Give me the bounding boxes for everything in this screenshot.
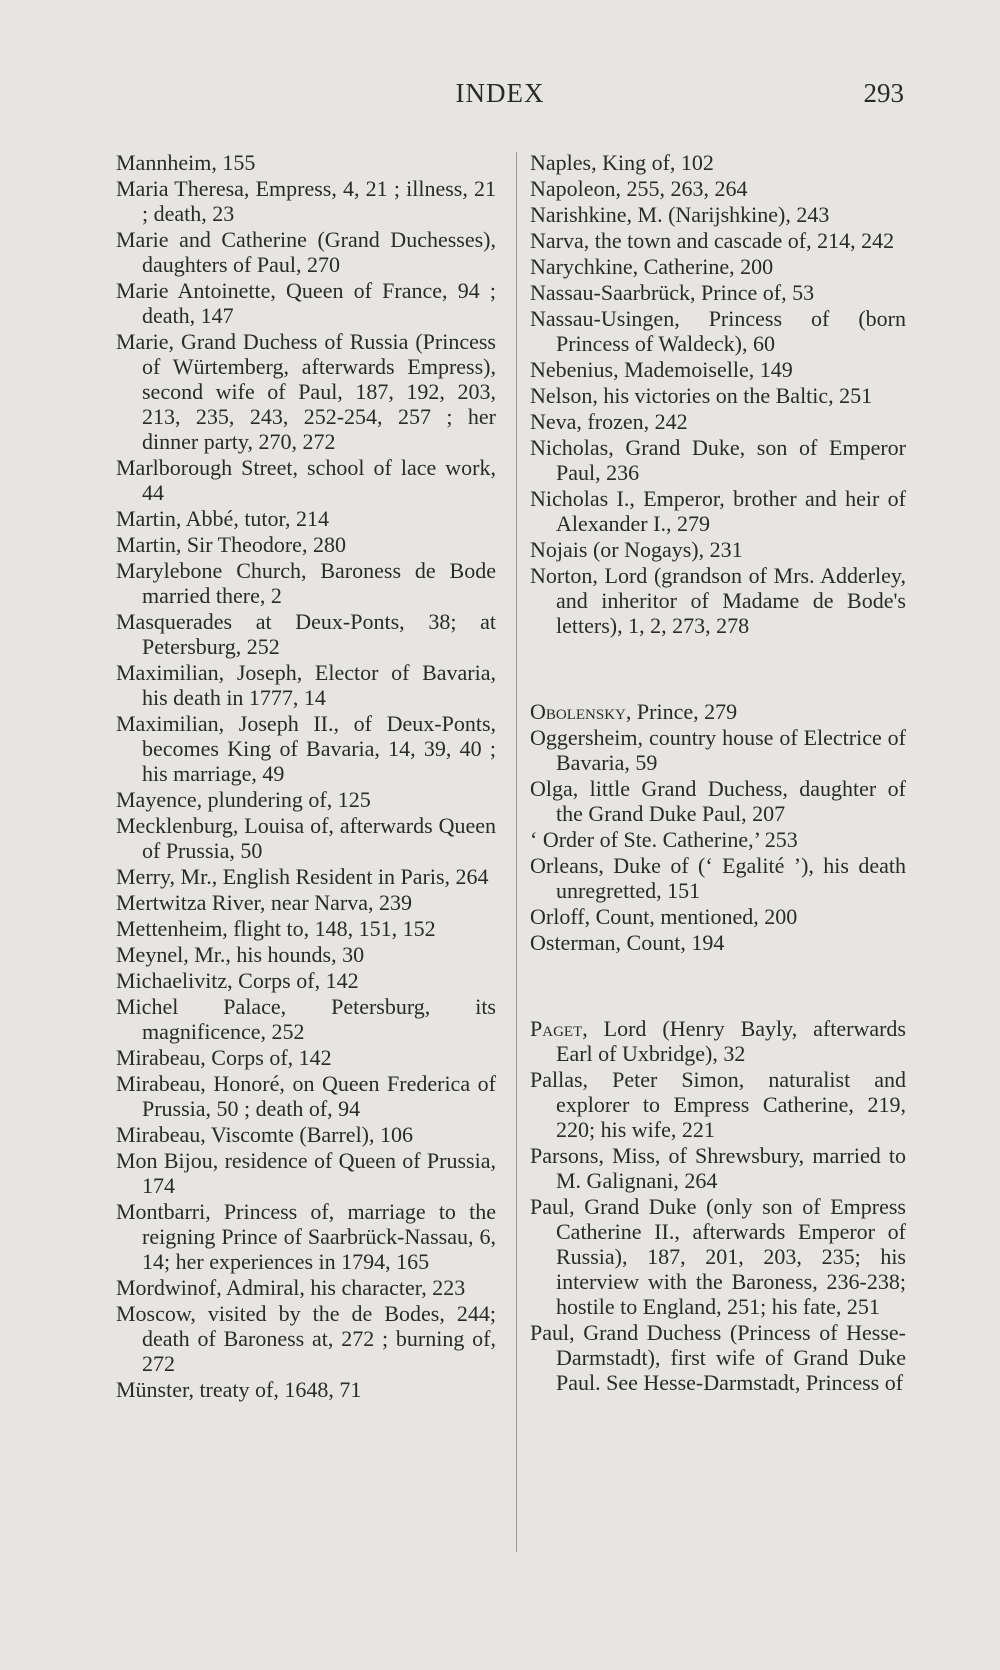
index-entry: Maximilian, Joseph, Elector of Bavaria, his death in 1777, 14 (116, 660, 496, 710)
section-head-word: Paget (530, 1016, 583, 1041)
index-entry: Mettenheim, flight to, 148, 151, 152 (116, 916, 436, 941)
index-entry: Mirabeau, Viscomte (Barrel), 106 (116, 1122, 414, 1147)
index-entry: ‘ Order of Ste. Catherine,’ 253 (530, 827, 798, 852)
index-entry: Marlborough Street, school of lace work, 44 (116, 455, 496, 505)
entry-text: , Prince, 279 (625, 699, 738, 724)
index-entry: Münster, treaty of, 1648, 71 (116, 1377, 362, 1402)
index-entry: Maximilian, Joseph II., of Deux-Ponts, becomes King of Bavaria, 14, 39, 40 ; his marriage, 49 (116, 711, 496, 786)
index-entry: Nebenius, Mademoiselle, 149 (530, 357, 793, 382)
index-entry: Mon Bijou, residence of Queen of Prussia, 174 (116, 1148, 496, 1198)
index-entry: Paul, Grand Duke (only son of Empress Catherine II., afterwards Emperor of Russia), 187, 201, 203, 235; his interview with the Baroness, 236-238; hostile to England, 251; his fate, 251 (530, 1194, 906, 1319)
index-entry: Nicholas I., Emperor, brother and heir of Alexander I., 279 (530, 486, 906, 536)
index-entry: Naples, King of, 102 (530, 150, 714, 175)
index-entry: Michaelivitz, Corps of, 142 (116, 968, 359, 993)
left-index-column (116, 150, 496, 1403)
index-entry: Nojais (or Nogays), 231 (530, 537, 743, 562)
index-entry: Nelson, his victories on the Baltic, 251 (530, 383, 873, 408)
index-entry: Maria Theresa, Empress, 4, 21 ; illness, 21 ; death, 23 (116, 176, 496, 226)
index-entry-section-start (530, 699, 906, 724)
index-entry: Marylebone Church, Baroness de Bode married there, 2 (116, 558, 496, 608)
section-gap (530, 639, 906, 699)
index-entry: Nassau-Usingen, Princess of (born Princess of Waldeck), 60 (530, 306, 906, 356)
index-entry: Norton, Lord (grandson of Mrs. Adderley, and inheritor of Madame de Bode's letters), 1, 2, 273, 278 (530, 563, 906, 638)
index-entry: Marie Antoinette, Queen of France, 94 ; death, 147 (116, 278, 496, 328)
index-entry: Marie and Catherine (Grand Duchesses), daughters of Paul, 270 (116, 227, 496, 277)
page-number: 293 (863, 78, 904, 108)
right-index-column (530, 150, 906, 1396)
index-entry: Paul, Grand Duchess (Princess of Hesse-Darmstadt), first wife of Grand Duke Paul. See Hesse-Darmstadt, Princess of (530, 1320, 906, 1395)
index-entry: Michel Palace, Petersburg, its magnificence, 252 (116, 994, 496, 1044)
index-entry: Napoleon, 255, 263, 264 (530, 176, 748, 201)
index-entry: Olga, little Grand Duchess, daughter of the Grand Duke Paul, 207 (530, 776, 906, 826)
index-entry: Narishkine, M. (Narijshkine), 243 (530, 202, 830, 227)
index-entry: Martin, Abbé, tutor, 214 (116, 506, 329, 531)
index-entry: Mayence, plundering of, 125 (116, 787, 371, 812)
index-entry: Merry, Mr., English Resident in Paris, 264 (116, 864, 489, 889)
index-entry: Nicholas, Grand Duke, son of Emperor Paul, 236 (530, 435, 906, 485)
index-section-n (530, 150, 906, 638)
index-entry: Parsons, Miss, of Shrewsbury, married to M. Galignani, 264 (530, 1143, 906, 1193)
index-entry: Mertwitza River, near Narva, 239 (116, 890, 413, 915)
index-section-p (530, 1016, 906, 1395)
index-entry: Orleans, Duke of (‘ Egalité ’), his death unregretted, 151 (530, 853, 906, 903)
index-entry: Pallas, Peter Simon, naturalist and explorer to Empress Catherine, 219, 220; his wife, 221 (530, 1067, 906, 1142)
section-head-word: Obolensky (530, 699, 626, 724)
index-entry: Montbarri, Princess of, marriage to the reigning Prince of Saarbrück-Nassau, 6, 14; her experiences in 1794, 165 (116, 1199, 496, 1274)
index-entry: Mirabeau, Corps of, 142 (116, 1045, 332, 1070)
index-entry: Neva, frozen, 242 (530, 409, 688, 434)
index-entry: Moscow, visited by the de Bodes, 244; death of Baroness at, 272 ; burning of, 272 (116, 1301, 496, 1376)
section-gap (530, 956, 906, 1016)
index-section-o (530, 699, 906, 955)
index-entry: Mordwinof, Admiral, his character, 223 (116, 1275, 466, 1300)
index-entry: Meynel, Mr., his hounds, 30 (116, 942, 365, 967)
index-entry: Orloff, Count, mentioned, 200 (530, 904, 798, 929)
index-entry: Mecklenburg, Louisa of, afterwards Queen of Prussia, 50 (116, 813, 496, 863)
index-entry: Narychkine, Catherine, 200 (530, 254, 774, 279)
index-entry: Marie, Grand Duchess of Russia (Princess of Würtemberg, afterwards Empress), second wife of Paul, 187, 192, 203, 213, 235, 243, 252-254, 257 ; her dinner party, 270, 272 (116, 329, 496, 454)
page-title: INDEX (455, 78, 545, 108)
index-entry: Masquerades at Deux-Ponts, 38; at Petersburg, 252 (116, 609, 496, 659)
index-entry-section-start (530, 1016, 906, 1066)
index-entry: Oggersheim, country house of Electrice of Bavaria, 59 (530, 725, 906, 775)
entry-text: , Lord (Henry Bayly, afterwards Earl of Uxbridge), 32 (556, 1016, 906, 1066)
index-entry: Mirabeau, Honoré, on Queen Frederica of Prussia, 50 ; death of, 94 (116, 1071, 496, 1121)
index-entry: Osterman, Count, 194 (530, 930, 725, 955)
index-entry: Mannheim, 155 (116, 150, 256, 175)
index-entry: Martin, Sir Theodore, 280 (116, 532, 346, 557)
index-entry: Narva, the town and cascade of, 214, 242 (530, 228, 895, 253)
index-entry: Nassau-Saarbrück, Prince of, 53 (530, 280, 815, 305)
column-divider (516, 152, 517, 1552)
